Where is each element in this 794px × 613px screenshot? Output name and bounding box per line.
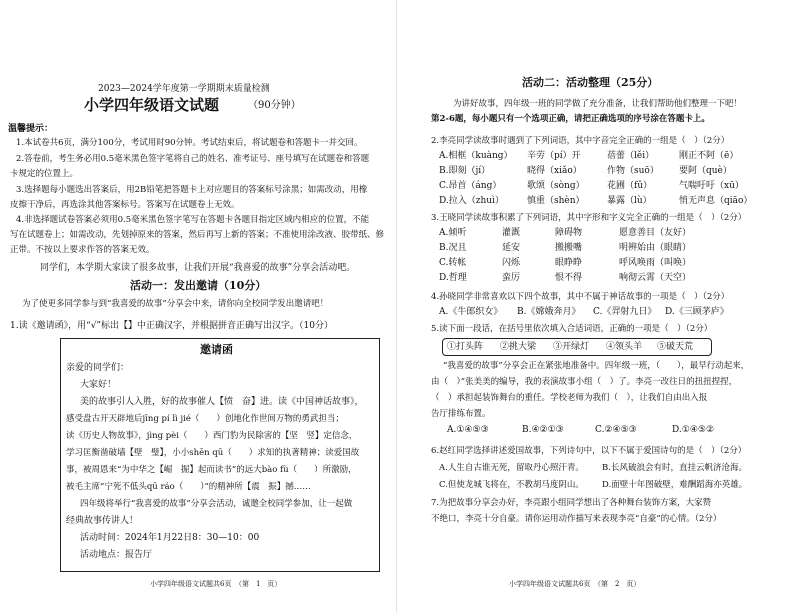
invitation-line: 学习匡衡凿破墙【壁 璧】，小小shēn qū（ ）求知的执著精神；读爱国故 <box>66 448 360 458</box>
q2-option: A.相框（kuàng） <box>439 151 513 161</box>
word-bank-item: ①打头阵 <box>447 342 484 352</box>
page-footer: 小学四年级语文试题共6页 （第 2 页） <box>509 580 641 588</box>
invitation-line: 感受盘古开天辟地后jīng pí lì jié（ ）创地化作世间万物的勇武担当； <box>66 414 344 424</box>
q3-option: 闪烁 <box>502 258 521 268</box>
page-footer: 小学四年级语文试题共6页 （第 1 页） <box>150 580 282 588</box>
activity-1-heading: 活动一：发出邀请（10分） <box>130 279 267 292</box>
question-1: 1.读《邀请函》，用“√”标出【】中正确汉字，并根据拼音正确写出汉字。（10分） <box>10 321 333 331</box>
activity-2-intro: 第2-6题，每小题只有一个选项正确，请把正确选项的序号涂在答题卡上。 <box>431 114 710 124</box>
q5-option: D.①④⑤② <box>672 425 715 435</box>
invitation-line: 四年级将举行“我喜爱的故事”分享会活动，诚邀全校同学参加，让一起做 <box>80 499 353 509</box>
q3-option: 呼风唤雨（叫唤） <box>619 258 692 268</box>
exam-title: 小学四年级语文试题 <box>84 96 220 114</box>
q3-option: B.况且 <box>439 243 467 253</box>
invitation-line: 活动地点：报告厅 <box>80 550 153 560</box>
tip-line: 正带。不按以上要求作答的答案无效。 <box>10 245 155 255</box>
invitation-line: 美的故事引人入胜，好的故事催人【愤 奋】进。读《中国神话故事》， <box>80 397 364 407</box>
q3-option: 搬搬嘴 <box>555 243 583 253</box>
q3-option: A.倾听 <box>439 228 467 238</box>
q5-passage: （ ）承担起装饰舞台的重任。学校老师为我们（ ），让我们自由出入报 <box>431 393 708 403</box>
tip-line: 皮擦干净后，再选涂其他答案标号。答案写在试题卷上无效。 <box>10 200 240 210</box>
q3-option: 灌溉 <box>502 228 521 238</box>
q3-option: 明辨始由（眼睛） <box>619 243 692 253</box>
invitation-line: 经典故事传讲人！ <box>66 516 139 526</box>
q4-option: A.《牛郎织女》 <box>439 307 503 317</box>
q2-option: 花圃（fǔ） <box>607 181 653 191</box>
exam-header: 2023—2024学年度第一学期期末质量检测 <box>98 84 270 94</box>
q3-option: 响彻云霄（天空） <box>619 273 692 283</box>
invitation-line: 被毛主席“宁死不低头qū ráo（ ）”的精神所【震 振】撼…… <box>66 482 311 492</box>
q4-option: D.《三顾茅庐》 <box>665 307 729 317</box>
question-3: 3.王晓同学读故事积累了下列词语，其中字形和字义完全正确的一组是（ ）（2分） <box>431 213 747 223</box>
q3-option: 障碍物 <box>555 228 583 238</box>
q3-option: 愿意善目（友好） <box>619 228 692 238</box>
activity-2-heading: 活动二：活动整理（25分） <box>522 76 659 89</box>
q5-passage: “我喜爱的故事”分享会正在紧张地准备中。四年级一班，（ ），最早行动起来， <box>443 361 750 371</box>
q4-option: C.《羿射九日》 <box>593 307 657 317</box>
tips-label: 温馨提示： <box>8 124 54 134</box>
question-5: 5.读下面一段话，在括号里依次填入合适词语，正确的一项是（ ）（2分） <box>431 324 713 334</box>
tip-line: 4.非选择题试卷答案必须用0.5毫米黑色签字笔写在答题卡各题目指定区域内相应的位置，不能 <box>16 215 370 225</box>
invitation-line: 活动时间：2024年1月22日8：30—10：00 <box>80 533 260 543</box>
tip-line: 写在试题卷上；如需改动，先划掉原来的答案，然后再写上新的答案；不准使用涂改液、胶带纸、修 <box>10 230 385 240</box>
q3-option: C.转帐 <box>439 258 467 268</box>
q5-option: A.①④⑤③ <box>447 425 489 435</box>
q2-option: 蓓蕾（lěi） <box>607 151 655 161</box>
invitation-line: 大家好！ <box>80 380 117 390</box>
q2-option: 歌颂（sòng） <box>527 181 585 191</box>
question-6: 6.赵红同学选择讲述爱国故事，下列诗句中，以下不属于爱国诗句的是（ ）（2分） <box>431 446 747 456</box>
tip-line: 1.本试卷共6页，满分100分，考试用时90分钟。考试结束后，将试题卷和答题卡一并交回。 <box>16 138 363 148</box>
q2-option: 刚正不阿（ē） <box>679 151 739 161</box>
q2-option: 作物（suō） <box>607 166 659 176</box>
q3-option: 恨不得 <box>555 273 583 283</box>
invitation-line: 亲爱的同学们： <box>66 363 130 373</box>
activity-1-intro: 为了使更多同学参与到“我喜爱的故事”分享会中来，请你向全校同学发出邀请吧！ <box>22 299 329 309</box>
word-bank-item: ③开绿灯 <box>553 342 590 352</box>
q6-option: C.但使龙城飞将在，不教胡马度阴山。 <box>439 480 584 490</box>
q5-option: B.④②①③ <box>522 425 564 435</box>
tip-line: 2.答卷前，考生务必用0.5毫米黑色签字笔将自己的姓名、准考证号、座号填写在试题卷和答题 <box>16 154 370 164</box>
question-7: 不绝口，李亮十分自豪。请你运用动作描写来表现李亮“自豪”的心情。（2分） <box>431 514 722 524</box>
q3-option: 眼睁睁 <box>555 258 583 268</box>
word-bank-item: ④领头羊 <box>606 342 643 352</box>
question-2: 2.李亮同学读故事时遇到了下列词语，其中字音完全正确的一组是（ ）（2分） <box>431 136 730 146</box>
word-bank-item: ②挑大梁 <box>500 342 537 352</box>
activity-2-intro: 为讲好故事，四年级一班的同学做了充分准备，让我们帮助他们整理一下吧！ <box>453 99 743 109</box>
q3-option: 蛮厉 <box>502 273 521 283</box>
q5-passage: 告厅排练布置。 <box>431 409 491 419</box>
q2-option: 慎重（shèn） <box>527 196 585 206</box>
q2-option: 气喘吁吁（xū） <box>679 181 744 191</box>
q3-option: D.哲理 <box>439 273 467 283</box>
q2-option: 暴露（lù） <box>607 196 652 206</box>
intro-text: 同学们，本学期大家读了很多故事，让我们开展“我喜爱的故事”分享会活动吧。 <box>40 263 356 273</box>
q2-option: 要阿（què） <box>679 166 732 176</box>
q2-option: B.即刻（jí） <box>439 166 491 176</box>
tip-line: 3.选择题每小题选出答案后，用2B铅笔把答题卡上对应题目的答案标号涂黑；如需改动，用橡 <box>16 185 368 195</box>
q2-option: 辛劳（pí）开 <box>527 151 581 161</box>
invitation-line: 读《历史人物故事》，jìng pèi（ ）西门豹为民除害的【坚 竖】定信念， <box>66 431 358 441</box>
q6-option: D.面壁十年图破壁，难酬蹈海亦英雄。 <box>602 480 748 490</box>
exam-duration: （90分钟） <box>248 100 301 111</box>
tip-line: 卡规定的位置上。 <box>10 169 79 179</box>
invitation-line: 事，被周恩来“为中华之【崛 掘】起而读书”的远大bào fù（ ）所激励， <box>66 465 357 475</box>
q6-option: A.人生自古谁无死，留取丹心照汗青。 <box>439 463 584 473</box>
q5-passage: 由（ ）”张美美的编导，我的表演故事小组（ ）了。李亮一改往日的扭扭捏捏， <box>431 377 738 387</box>
q2-option: 悄无声息（qiāo） <box>679 196 753 206</box>
q6-option: B.长风破浪会有时，直挂云帆济沧海。 <box>602 463 747 473</box>
q2-option: 晓得（xiǎo） <box>527 166 582 176</box>
invitation-title: 邀请函 <box>200 343 233 356</box>
question-4: 4.孙晓同学非常喜欢以下四个故事，其中不属于神话故事的一项是（ ）（2分） <box>431 292 730 302</box>
question-7: 7.为把故事分享会办好，李亮跟小组同学想出了各种舞台装饰方案，大家赞 <box>431 498 712 508</box>
exam-page-2 <box>397 0 794 613</box>
q5-option: C.②④⑤③ <box>595 425 637 435</box>
q2-option: C.昂首（áng） <box>439 181 502 191</box>
q3-option: 延安 <box>502 243 521 253</box>
q2-option: D.拉入（zhuì） <box>439 196 504 206</box>
word-bank-item: ⑤破天荒 <box>657 342 694 352</box>
q4-option: B.《嫦娥奔月》 <box>517 307 581 317</box>
